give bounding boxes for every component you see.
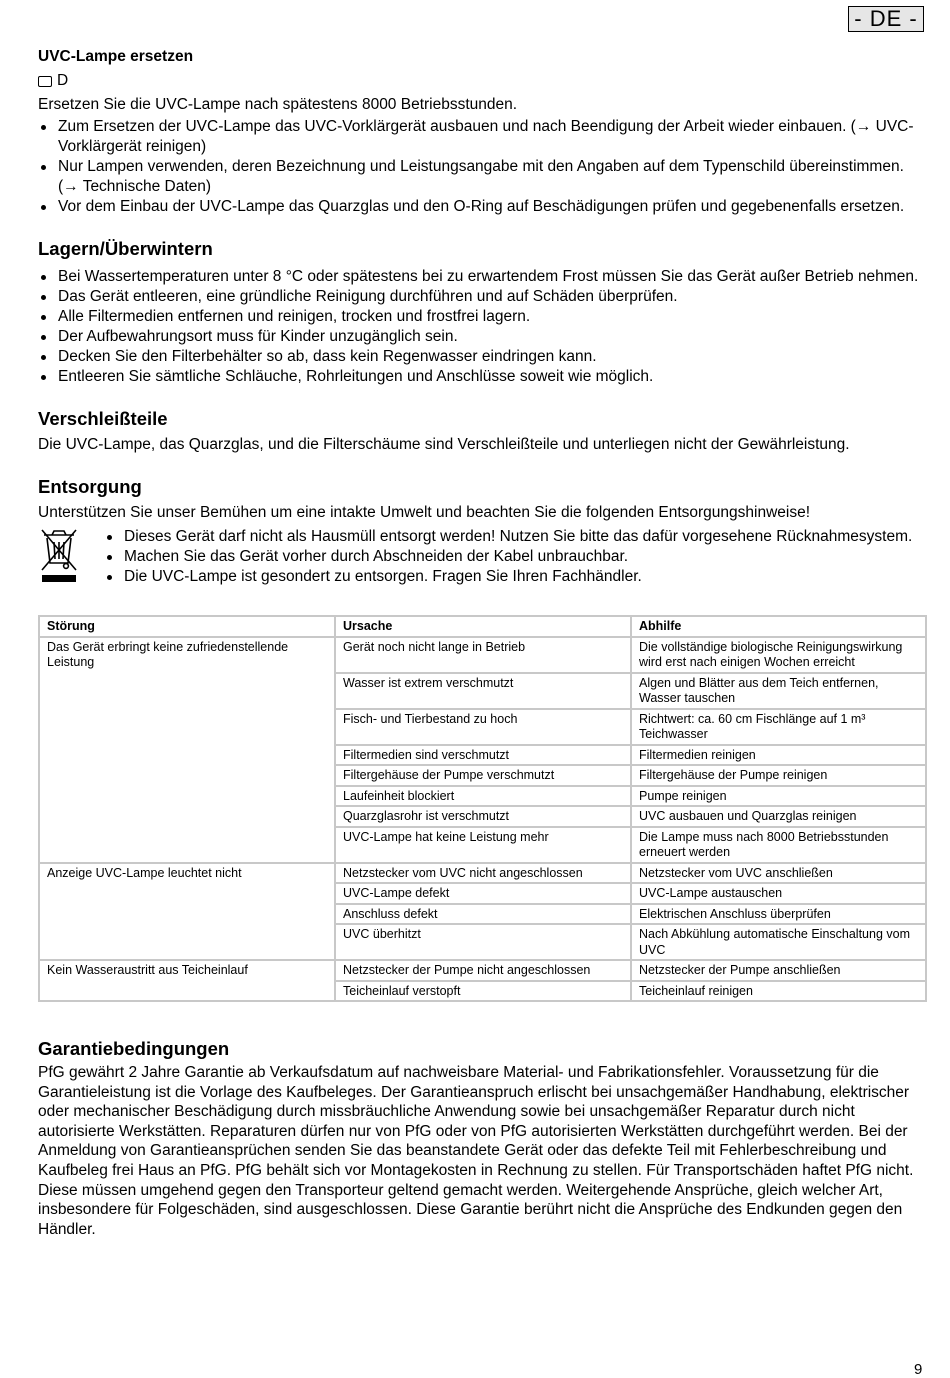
remedy-cell: Die Lampe muss nach 8000 Betriebsstunden erneuert werden <box>631 827 926 863</box>
disposal-bullet-list <box>104 527 928 594</box>
cause-cell: Laufeinheit blockiert <box>335 786 631 807</box>
page-number: 9 <box>914 1361 923 1378</box>
storage-bullet-item: Der Aufbewahrungsort muss für Kinder unzugänglich sein. <box>38 327 928 347</box>
table-row <box>39 637 926 673</box>
storage-bullet-item: Decken Sie den Filterbehälter so ab, dass kein Regenwasser eindringen kann. <box>38 347 928 367</box>
section-wear-parts <box>38 407 928 455</box>
uvc-intro: Ersetzen Sie die UVC-Lampe nach spätestens 8000 Betriebsstunden. <box>38 96 518 113</box>
remedy-cell: UVC ausbauen und Quarzglas reinigen <box>631 806 926 827</box>
fault-cell: Das Gerät erbringt keine zufriedenstellende Leistung <box>39 637 335 863</box>
cause-cell: UVC-Lampe defekt <box>335 883 631 904</box>
fault-cell: Kein Wasseraustritt aus Teicheinlauf <box>39 960 335 1001</box>
fault-cell: Anzeige UVC-Lampe leuchtet nicht <box>39 863 335 961</box>
uvc-bullet-item: Vor dem Einbau der UVC-Lampe das Quarzglas und den O-Ring auf Beschädigungen prüfen und gegebenenfalls ersetzen. <box>38 197 928 217</box>
cause-cell: Gerät noch nicht lange in Betrieb <box>335 637 631 673</box>
wear-text: Die UVC-Lampe, das Quarzglas, und die Filterschäume sind Verschleißteile und unterliegen nicht der Gewährleistung. <box>38 436 850 453</box>
remedy-cell: Netzstecker vom UVC anschließen <box>631 863 926 884</box>
language-tab: - DE - <box>848 6 924 32</box>
storage-heading: Lagern/Überwintern <box>38 238 213 259</box>
remedy-cell: Elektrischen Anschluss überprüfen <box>631 904 926 925</box>
remedy-cell: Filtermedien reinigen <box>631 745 926 766</box>
disposal-bullet-item: Die UVC-Lampe ist gesondert zu entsorgen. Fragen Sie Ihren Fachhändler. <box>104 567 928 587</box>
uvc-bullet-item: Nur Lampen verwenden, deren Bezeichnung und Leistungsangabe mit den Angaben auf dem Typenschild übereinstimmen. (→ Technische Daten) <box>38 157 928 197</box>
remedy-cell: Algen und Blätter aus dem Teich entfernen, Wasser tauschen <box>631 673 926 709</box>
warranty-heading: Garantiebedingungen <box>38 1038 230 1059</box>
cause-cell: UVC überhitzt <box>335 924 631 960</box>
crossed-out-wheelie-bin-icon <box>38 527 104 594</box>
cause-cell: Fisch- und Tierbestand zu hoch <box>335 709 631 745</box>
wear-heading: Verschleißteile <box>38 408 168 429</box>
uvc-heading: UVC-Lampe ersetzen <box>38 48 194 65</box>
section-storage <box>38 237 928 387</box>
cause-cell: Teicheinlauf verstopft <box>335 981 631 1002</box>
storage-bullet-item: Das Gerät entleeren, eine gründliche Reinigung durchführen und auf Schäden überprüfen. <box>38 287 928 307</box>
section-disposal <box>38 475 928 594</box>
uvc-bullet-list <box>38 117 928 217</box>
cause-cell: Filtermedien sind verschmutzt <box>335 745 631 766</box>
remedy-cell: Richtwert: ca. 60 cm Fischlänge auf 1 m³ Teichwasser <box>631 709 926 745</box>
storage-bullet-item: Alle Filtermedien entfernen und reinigen, trocken und frostfrei lagern. <box>38 307 928 327</box>
header-remedy: Abhilfe <box>631 616 926 637</box>
section-uvc-replace <box>38 46 928 217</box>
rounded-box-icon <box>38 76 52 87</box>
remedy-cell: Filtergehäuse der Pumpe reinigen <box>631 765 926 786</box>
disposal-intro: Unterstützen Sie unser Bemühen um eine intakte Umwelt und beachten Sie die folgenden Entsorgungshinweise! <box>38 504 811 521</box>
header-fault: Störung <box>39 616 335 637</box>
cause-cell: UVC-Lampe hat keine Leistung mehr <box>335 827 631 863</box>
disposal-heading: Entsorgung <box>38 476 142 497</box>
section-marker <box>38 70 928 92</box>
cause-cell: Wasser ist extrem verschmutzt <box>335 673 631 709</box>
cause-cell: Netzstecker der Pumpe nicht angeschlossen <box>335 960 631 981</box>
page-content <box>38 46 928 1239</box>
disposal-block <box>38 527 928 594</box>
remedy-cell: Netzstecker der Pumpe anschließen <box>631 960 926 981</box>
table-header-row <box>39 616 926 637</box>
troubleshooting-table <box>38 615 927 1002</box>
remedy-cell: Teicheinlauf reinigen <box>631 981 926 1002</box>
cause-cell: Anschluss defekt <box>335 904 631 925</box>
table-row <box>39 960 926 981</box>
storage-bullet-list <box>38 267 928 387</box>
storage-bullet-item: Bei Wassertemperaturen unter 8 °C oder spätestens bei zu erwartendem Frost müssen Sie das Gerät außer Betrieb nehmen. <box>38 267 928 287</box>
remedy-cell: Pumpe reinigen <box>631 786 926 807</box>
cause-cell: Filtergehäuse der Pumpe verschmutzt <box>335 765 631 786</box>
remedy-cell: Die vollständige biologische Reinigungswirkung wird erst nach einigen Wochen erreicht <box>631 637 926 673</box>
warranty-text: PfG gewährt 2 Jahre Garantie ab Verkaufsdatum auf nachweisbare Material- und Fabrikationsfehler. Voraussetzung für die Garantieleistung ist die Vorlage des Kaufbeleges. Der Garantieanspruch erlischt bei unsachgemäßer Handhabung, elektrischer oder mechanischer Beschädigung durch missbräuchliche Anwendung sowie bei unsachgemäßer Reparatur durch nicht autorisierte Werkstätten. Reparaturen dürfen nur von PfG oder von PfG autorisierten Werkstätten durchgeführt werden. Bei der Anmeldung von Garantieansprüchen senden Sie das beanstandete Gerät oder das defekte Teil mit Fehlerbeschreibung und Kaufbeleg frei Haus an PfG. PfG behält sich vor Montagekosten in Rechnung zu stellen. Für Transportschäden haftet PfG nicht. Diese müssen umgehend gegen den Transporteur geltend gemacht werden. Weitergehende Ansprüche, gleich welcher Art, insbesondere für Folgeschäden, sind ausgeschlossen. Diese Garantie berührt nicht die Ansprüche des Endkunden gegen den Händler. <box>38 1064 914 1238</box>
table-row <box>39 863 926 884</box>
disposal-bullet-item: Dieses Gerät darf nicht als Hausmüll entsorgt werden! Nutzen Sie bitte das dafür vorgesehene Rücknahmesystem. <box>104 527 928 547</box>
cause-cell: Netzstecker vom UVC nicht angeschlossen <box>335 863 631 884</box>
storage-bullet-item: Entleeren Sie sämtliche Schläuche, Rohrleitungen und Anschlüsse soweit wie möglich. <box>38 367 928 387</box>
disposal-bullet-item: Machen Sie das Gerät vorher durch Abschneiden der Kabel unbrauchbar. <box>104 547 928 567</box>
remedy-cell: UVC-Lampe austauschen <box>631 883 926 904</box>
header-cause: Ursache <box>335 616 631 637</box>
cause-cell: Quarzglasrohr ist verschmutzt <box>335 806 631 827</box>
remedy-cell: Nach Abkühlung automatische Einschaltung vom UVC <box>631 924 926 960</box>
uvc-bullet-item: Zum Ersetzen der UVC-Lampe das UVC-Vorklärgerät ausbauen und nach Beendigung der Arbeit wieder einbauen. (→ UVC-Vorklärgerät reinigen) <box>38 117 928 157</box>
section-marker-label: D <box>57 72 69 89</box>
section-warranty <box>38 1037 928 1239</box>
